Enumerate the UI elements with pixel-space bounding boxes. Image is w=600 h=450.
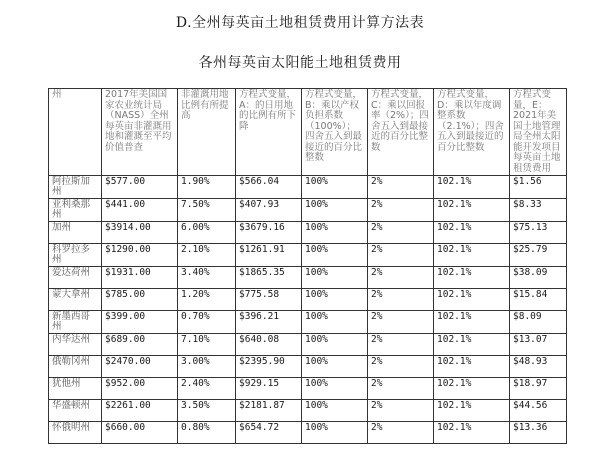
variable-d-cell: 102.1% bbox=[434, 289, 510, 311]
header-variable-b: 方程式变量，B：乘以产权负担系数（100%）；四舍五入到最接近的百分比整数 bbox=[302, 89, 368, 176]
variable-b-cell: 100% bbox=[302, 222, 368, 244]
variable-b-cell: 100% bbox=[302, 422, 368, 444]
variable-e-cell: $1.56 bbox=[510, 176, 567, 199]
nass-value-cell: $785.00 bbox=[102, 289, 178, 311]
variable-e-cell: $75.13 bbox=[510, 222, 567, 244]
variable-d-cell: 102.1% bbox=[434, 378, 510, 400]
state-cell: 加州 bbox=[49, 222, 102, 244]
variable-b-cell: 100% bbox=[302, 356, 368, 378]
variable-d-cell: 102.1% bbox=[434, 176, 510, 199]
variable-c-cell: 2% bbox=[368, 289, 434, 311]
state-cell: 亚利桑那州 bbox=[49, 199, 102, 222]
variable-c-cell: 2% bbox=[368, 199, 434, 222]
variable-b-cell: 100% bbox=[302, 176, 368, 199]
variable-d-cell: 102.1% bbox=[434, 356, 510, 378]
table-row bbox=[49, 400, 567, 422]
header-variable-e: 方程式变量，E：2021年美国土地管理局全州太阳能开发项目每英亩土地租赁费用 bbox=[510, 89, 567, 176]
state-cell: 怀俄明州 bbox=[49, 422, 102, 444]
nass-value-cell: $660.00 bbox=[102, 422, 178, 444]
table-row bbox=[49, 422, 567, 444]
variable-a-cell: $1261.91 bbox=[236, 244, 302, 267]
state-cell: 华盛顿州 bbox=[49, 400, 102, 422]
variable-b-cell: 100% bbox=[302, 378, 368, 400]
variable-c-cell: 2% bbox=[368, 222, 434, 244]
nass-value-cell: $441.00 bbox=[102, 199, 178, 222]
ratio-cell: 0.70% bbox=[178, 311, 236, 334]
variable-a-cell: $407.93 bbox=[236, 199, 302, 222]
ratio-cell: 1.20% bbox=[178, 289, 236, 311]
ratio-cell: 7.50% bbox=[178, 199, 236, 222]
variable-e-cell: $13.07 bbox=[510, 334, 567, 356]
variable-c-cell: 2% bbox=[368, 334, 434, 356]
ratio-cell: 6.00% bbox=[178, 222, 236, 244]
variable-c-cell: 2% bbox=[368, 244, 434, 267]
variable-e-cell: $8.33 bbox=[510, 199, 567, 222]
variable-d-cell: 102.1% bbox=[434, 400, 510, 422]
ratio-cell: 0.80% bbox=[178, 422, 236, 444]
nass-value-cell: $1290.00 bbox=[102, 244, 178, 267]
header-variable-d: 方程式变量，D：乘以年度调整系数（2.1%）；四舍五入到最接近的百分比整数 bbox=[434, 89, 510, 176]
table-row bbox=[49, 222, 567, 244]
nass-value-cell: $689.00 bbox=[102, 334, 178, 356]
header-state: 州 bbox=[49, 89, 102, 176]
header-nass-value: 2017年美国国家农业统计局（NASS）全州每英亩非灌溉用地和灌溉至平均价值普查 bbox=[102, 89, 178, 176]
header-row bbox=[49, 89, 567, 176]
state-cell: 科罗拉多州 bbox=[49, 244, 102, 267]
ratio-cell: 7.10% bbox=[178, 334, 236, 356]
variable-c-cell: 2% bbox=[368, 422, 434, 444]
variable-a-cell: $2395.90 bbox=[236, 356, 302, 378]
ratio-cell: 3.00% bbox=[178, 356, 236, 378]
variable-c-cell: 2% bbox=[368, 400, 434, 422]
variable-a-cell: $2181.87 bbox=[236, 400, 302, 422]
ratio-cell: 3.40% bbox=[178, 267, 236, 289]
table-row bbox=[49, 176, 567, 199]
nass-value-cell: $2261.00 bbox=[102, 400, 178, 422]
variable-d-cell: 102.1% bbox=[434, 222, 510, 244]
nass-value-cell: $2470.00 bbox=[102, 356, 178, 378]
table-row bbox=[49, 356, 567, 378]
variable-e-cell: $25.79 bbox=[510, 244, 567, 267]
variable-c-cell: 2% bbox=[368, 356, 434, 378]
nass-value-cell: $399.00 bbox=[102, 311, 178, 334]
table-body bbox=[49, 176, 567, 444]
variable-c-cell: 2% bbox=[368, 267, 434, 289]
header-variable-c: 方程式变量，C：乘以回报率（2%）；四舍五入到最接近的百分比整数 bbox=[368, 89, 434, 176]
variable-e-cell: $38.09 bbox=[510, 267, 567, 289]
nass-value-cell: $952.00 bbox=[102, 378, 178, 400]
variable-d-cell: 102.1% bbox=[434, 244, 510, 267]
variable-e-cell: $18.97 bbox=[510, 378, 567, 400]
variable-c-cell: 2% bbox=[368, 311, 434, 334]
variable-b-cell: 100% bbox=[302, 289, 368, 311]
state-cell: 爱达荷州 bbox=[49, 267, 102, 289]
nass-value-cell: $577.00 bbox=[102, 176, 178, 199]
ratio-cell: 1.90% bbox=[178, 176, 236, 199]
table-row bbox=[49, 244, 567, 267]
header-nonirrigated-ratio: 非灌溉用地比例有所提高 bbox=[178, 89, 236, 176]
variable-d-cell: 102.1% bbox=[434, 334, 510, 356]
variable-b-cell: 100% bbox=[302, 334, 368, 356]
nass-value-cell: $1931.00 bbox=[102, 267, 178, 289]
state-cell: 俄勒冈州 bbox=[49, 356, 102, 378]
variable-a-cell: $929.15 bbox=[236, 378, 302, 400]
table-subtitle: 各州每英亩太阳能土地租赁费用 bbox=[198, 55, 402, 71]
variable-a-cell: $3679.16 bbox=[236, 222, 302, 244]
variable-d-cell: 102.1% bbox=[434, 311, 510, 334]
variable-e-cell: $8.09 bbox=[510, 311, 567, 334]
ratio-cell: 2.40% bbox=[178, 378, 236, 400]
ratio-cell: 3.50% bbox=[178, 400, 236, 422]
state-cell: 阿拉斯加州 bbox=[49, 176, 102, 199]
variable-d-cell: 102.1% bbox=[434, 422, 510, 444]
variable-d-cell: 102.1% bbox=[434, 267, 510, 289]
variable-a-cell: $1865.35 bbox=[236, 267, 302, 289]
variable-b-cell: 100% bbox=[302, 400, 368, 422]
variable-c-cell: 2% bbox=[368, 176, 434, 199]
variable-e-cell: $15.84 bbox=[510, 289, 567, 311]
variable-b-cell: 100% bbox=[302, 267, 368, 289]
nass-value-cell: $3914.00 bbox=[102, 222, 178, 244]
variable-a-cell: $640.08 bbox=[236, 334, 302, 356]
header-variable-a: 方程式变量，A：的日用地的比例有所下降 bbox=[236, 89, 302, 176]
table-row bbox=[49, 311, 567, 334]
state-cell: 新墨西哥州 bbox=[49, 311, 102, 334]
variable-a-cell: $775.58 bbox=[236, 289, 302, 311]
state-cell: 蒙大拿州 bbox=[49, 289, 102, 311]
variable-e-cell: $13.36 bbox=[510, 422, 567, 444]
table-row bbox=[49, 334, 567, 356]
variable-d-cell: 102.1% bbox=[434, 199, 510, 222]
table-row bbox=[49, 267, 567, 289]
page-title: D.全州每英亩土地租赁费用计算方法表 bbox=[175, 15, 425, 31]
rent-table bbox=[48, 88, 567, 444]
ratio-cell: 2.10% bbox=[178, 244, 236, 267]
variable-b-cell: 100% bbox=[302, 311, 368, 334]
variable-b-cell: 100% bbox=[302, 199, 368, 222]
variable-e-cell: $44.56 bbox=[510, 400, 567, 422]
variable-c-cell: 2% bbox=[368, 378, 434, 400]
table-row bbox=[49, 289, 567, 311]
variable-a-cell: $566.04 bbox=[236, 176, 302, 199]
variable-e-cell: $48.93 bbox=[510, 356, 567, 378]
state-cell: 内华达州 bbox=[49, 334, 102, 356]
table-row bbox=[49, 378, 567, 400]
variable-a-cell: $654.72 bbox=[236, 422, 302, 444]
state-cell: 犹他州 bbox=[49, 378, 102, 400]
table-row bbox=[49, 199, 567, 222]
variable-a-cell: $396.21 bbox=[236, 311, 302, 334]
variable-b-cell: 100% bbox=[302, 244, 368, 267]
